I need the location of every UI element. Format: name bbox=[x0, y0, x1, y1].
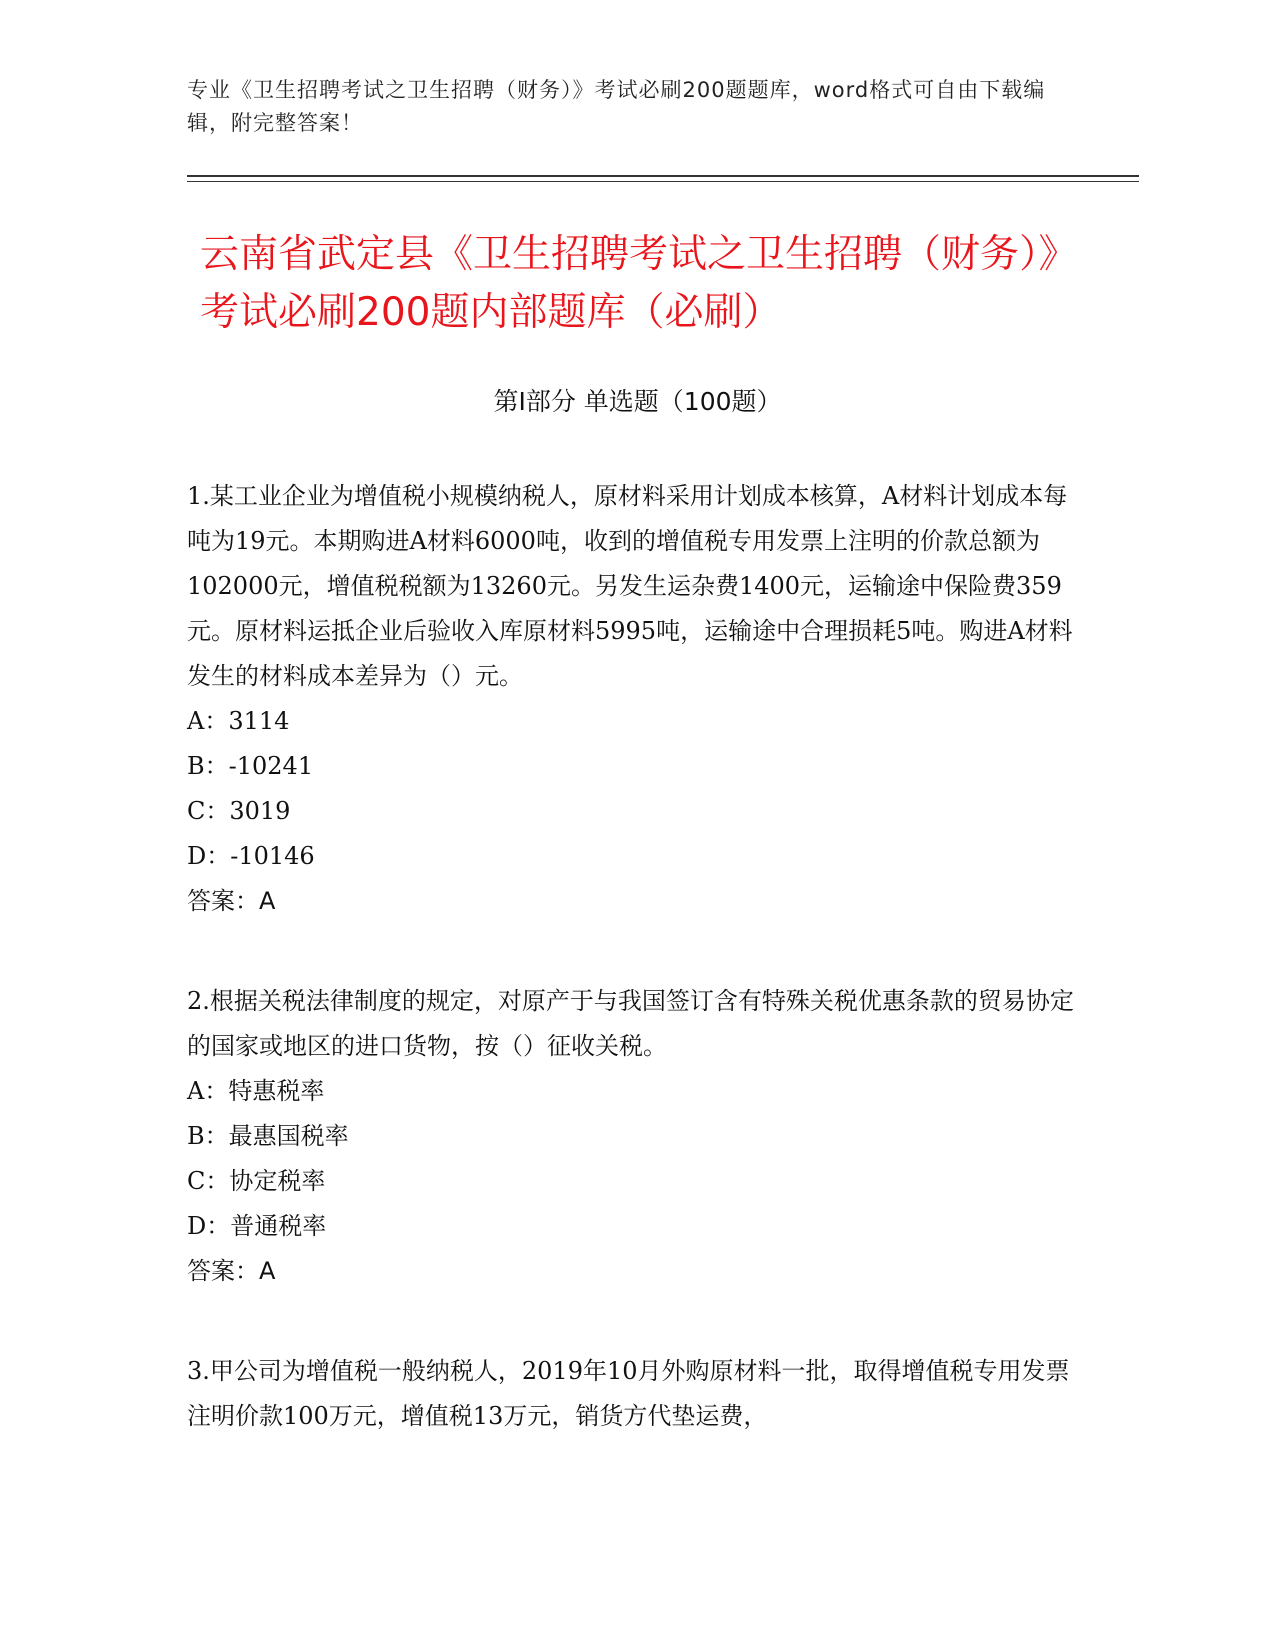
answer: 答案：A bbox=[187, 1257, 276, 1285]
answer: 答案：A bbox=[187, 887, 276, 915]
question-stem: 2.根据关税法律制度的规定，对原产于与我国签订含有特殊关税优惠条款的贸易协定的国家或地区的进口货物，按（）征收关税。 bbox=[187, 987, 1074, 1060]
header-divider-thick bbox=[187, 175, 1139, 177]
section-title: 第I部分 单选题（100题） bbox=[493, 387, 782, 416]
option-d: D：普通税率 bbox=[187, 1212, 327, 1240]
question-stem: 1.某工业企业为增值税小规模纳税人，原材料采用计划成本核算，A材料计划成本每吨为19元。本期购进A材料6000吨，收到的增值税专用发票上注明的价款总额为102000元，增值税税额为13260元。另发生运杂费1400元，运输途中保险费359元。原材料运抵企业后验收入库原材料5995吨，运输途中合理损耗5吨。购进A材料发生的材料成本差异为（）元。 bbox=[187, 482, 1073, 690]
question-list bbox=[187, 474, 1077, 1494]
option-c: C：3019 bbox=[187, 797, 291, 825]
option-d: D：-10146 bbox=[187, 842, 315, 870]
question-2 bbox=[187, 979, 1077, 1294]
option-b: B：-10241 bbox=[187, 752, 314, 780]
option-b: B：最惠国税率 bbox=[187, 1122, 349, 1150]
header-note: 专业《卫生招聘考试之卫生招聘（财务）》考试必刷200题题库，word格式可自由下载编辑，附完整答案！ bbox=[187, 78, 1046, 135]
option-a: A：特惠税率 bbox=[187, 1077, 325, 1105]
option-a: A：3114 bbox=[187, 707, 290, 735]
option-c: C：协定税率 bbox=[187, 1167, 326, 1195]
question-stem: 3.甲公司为增值税一般纳税人，2019年10月外购原材料一批，取得增值税专用发票注明价款100万元，增值税13万元，销货方代垫运费， bbox=[187, 1357, 1070, 1430]
document-title: 云南省武定县《卫生招聘考试之卫生招聘（财务）》考试必刷200题内部题库（必刷） bbox=[200, 232, 1078, 335]
question-1 bbox=[187, 474, 1077, 924]
question-3 bbox=[187, 1349, 1077, 1439]
header-divider-thin bbox=[187, 181, 1139, 182]
